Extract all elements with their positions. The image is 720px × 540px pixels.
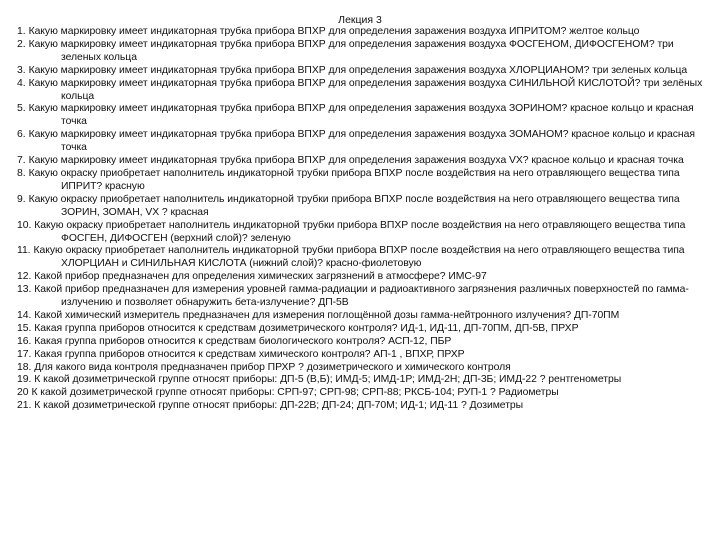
question-text: Какую маркировку имеет индикаторная трубка прибора ВПХР для определения заражения воздуха СИНИЛЬНОЙ КИСЛОТОЙ?	[28, 77, 641, 89]
question-number: 6.	[17, 129, 26, 141]
question-item	[17, 349, 707, 362]
question-number: 17.	[17, 348, 32, 360]
answer-text: АП-1 , ВПХР, ПРХР	[373, 348, 465, 360]
question-text: К какой дозиметрической группе относят приборы: ДП-5 (В,Б); ИМД-5; ИМД-1Р; ИМД-2Н; ДП-3Б; ИМД-22 ?	[34, 374, 546, 386]
question-item	[17, 194, 707, 220]
answer-text: ИМС-97	[448, 271, 487, 283]
answer-text: красное кольцо и красная точка	[61, 103, 694, 128]
question-text: Какая группа приборов относится к средствам дозиметрического контроля?	[34, 322, 398, 334]
question-number: 19.	[17, 374, 32, 386]
question-item	[17, 362, 707, 375]
question-number: 20	[17, 387, 29, 399]
question-item	[17, 323, 707, 336]
question-item	[17, 220, 707, 246]
question-text: Какой химический измеритель предназначен для измерения поглощённой дозы гамма-нейтронного излучения?	[34, 309, 572, 321]
answer-text: красное кольцо и красная точка	[61, 129, 695, 154]
question-text: Для какого вида контроля предназначен прибор ПРХР ?	[34, 361, 304, 373]
question-item	[17, 245, 707, 271]
answer-text: Радиометры	[498, 387, 559, 399]
answer-text: зеленую	[250, 232, 291, 244]
question-number: 18.	[17, 361, 32, 373]
question-item	[17, 129, 707, 155]
question-number: 12.	[17, 271, 32, 283]
page-title: Лекция 3	[338, 14, 382, 26]
answer-text: три зеленых кольца	[61, 38, 674, 63]
question-text: Какую окраску приобретает наполнитель индикаторной трубки прибора ВПХР после воздействия на него отравляющего вещества типа ЗОРИН, ЗОМАН, VX ?	[28, 193, 680, 218]
question-text: Какой прибор предназначен для измерения уровней гамма-радиации и радиоактивного загрязнения различных поверхностей по гамма-излучению и позволяет обнаружить бета-излучение?	[34, 284, 689, 309]
question-number: 9.	[17, 193, 26, 205]
answer-text: красную	[105, 180, 145, 192]
answer-text: желтое кольцо	[569, 26, 640, 37]
question-number: 1.	[17, 26, 26, 37]
answer-text: дозиметрического и химического контроля	[306, 361, 511, 373]
question-text: Какую маркировку имеет индикаторная трубка прибора ВПХР для определения заражения воздуха VX?	[28, 155, 529, 167]
question-number: 16.	[17, 335, 32, 347]
question-item	[17, 336, 707, 349]
question-number: 13.	[17, 284, 32, 296]
answer-text: рентгенометры	[548, 374, 622, 386]
question-text: Какую маркировку имеет индикаторная трубка прибора ВПХР для определения заражения воздуха ФОСГЕНОМ, ДИФОСГЕНОМ?	[28, 38, 655, 50]
question-item	[17, 65, 707, 78]
answer-text: красное кольцо и красная точка	[531, 155, 684, 167]
answer-text: три зеленых кольца	[592, 64, 688, 76]
question-number: 2.	[17, 38, 26, 50]
question-text: Какую маркировку имеет индикаторная трубка прибора ВПХР для определения заражения воздуха ЗОМАНОМ?	[28, 129, 569, 141]
question-text: Какую окраску приобретает наполнитель индикаторной трубки прибора ВПХР после воздействия на него отравляющего вещества типа ФОСГЕН, ДИФОСГЕН (верхний слой)?	[34, 219, 686, 244]
answer-text: ИД-1, ИД-11, ДП-70ПМ, ДП-5В, ПРХР	[400, 322, 579, 334]
answer-text: Дозиметры	[469, 400, 524, 412]
answer-text: ДП-5В	[318, 297, 349, 309]
question-item	[17, 103, 707, 129]
question-number: 10.	[17, 219, 32, 231]
question-item	[17, 400, 707, 413]
question-number: 8.	[17, 167, 26, 179]
answer-text: красная	[170, 206, 209, 218]
question-number: 4.	[17, 77, 26, 89]
question-item	[17, 155, 707, 168]
question-number: 7.	[17, 155, 26, 167]
question-item	[17, 310, 707, 323]
question-number: 5.	[17, 103, 26, 115]
question-text: Какую маркировку имеет индикаторная трубка прибора ВПХР для определения заражения воздуха ХЛОРЦИАНОМ?	[28, 64, 590, 76]
answer-text: три зелёных кольца	[61, 77, 703, 102]
question-item	[17, 39, 707, 65]
question-item	[17, 374, 707, 387]
question-text: Какую окраску приобретает наполнитель индикаторной трубки прибора ВПХР после воздействия на него отравляющего вещества типа ИПРИТ?	[28, 167, 680, 192]
question-text: К какой дозиметрической группе относят приборы: СРП-97; СРП-98; СРП-88; РКСБ-104; РУП-1 ?	[31, 387, 496, 399]
question-item	[17, 26, 707, 39]
answer-text: ДП-70ПМ	[573, 309, 620, 321]
question-text: Какую маркировку имеет индикаторная трубка прибора ВПХР для определения заражения воздуха ЗОРИНОМ?	[28, 103, 568, 115]
question-item	[17, 387, 707, 400]
question-number: 15.	[17, 322, 32, 334]
question-number: 11.	[17, 245, 31, 257]
question-item	[17, 284, 707, 310]
question-text: Какой прибор предназначен для определения химических загрязнений в атмосфере?	[34, 271, 446, 283]
question-item	[17, 78, 707, 104]
question-text: Какая группа приборов относится к средствам биологического контроля?	[34, 335, 386, 347]
question-text: Какая группа приборов относится к средствам химического контроля?	[34, 348, 371, 360]
question-number: 3.	[17, 64, 26, 76]
question-text: К какой дозиметрической группе относят приборы: ДП-22В; ДП-24; ДП-70М; ИД-1; ИД-11 ?	[34, 400, 467, 412]
question-number: 21.	[17, 400, 32, 412]
question-list	[17, 26, 707, 413]
question-number: 14.	[17, 309, 32, 321]
question-item	[17, 168, 707, 194]
question-text: Какую окраску приобретает наполнитель индикаторной трубки прибора ВПХР после воздействия на него отравляющего вещества типа ХЛОРЦИАН и СИНИЛЬНАЯ КИСЛОТА (нижний слой)?	[33, 245, 685, 270]
answer-text: АСП-12, ПБР	[388, 335, 452, 347]
answer-text: красно-фиолетовую	[325, 258, 422, 270]
question-item	[17, 271, 707, 284]
question-text: Какую маркировку имеет индикаторная трубка прибора ВПХР для определения заражения воздуха ИПРИТОМ?	[28, 26, 567, 37]
